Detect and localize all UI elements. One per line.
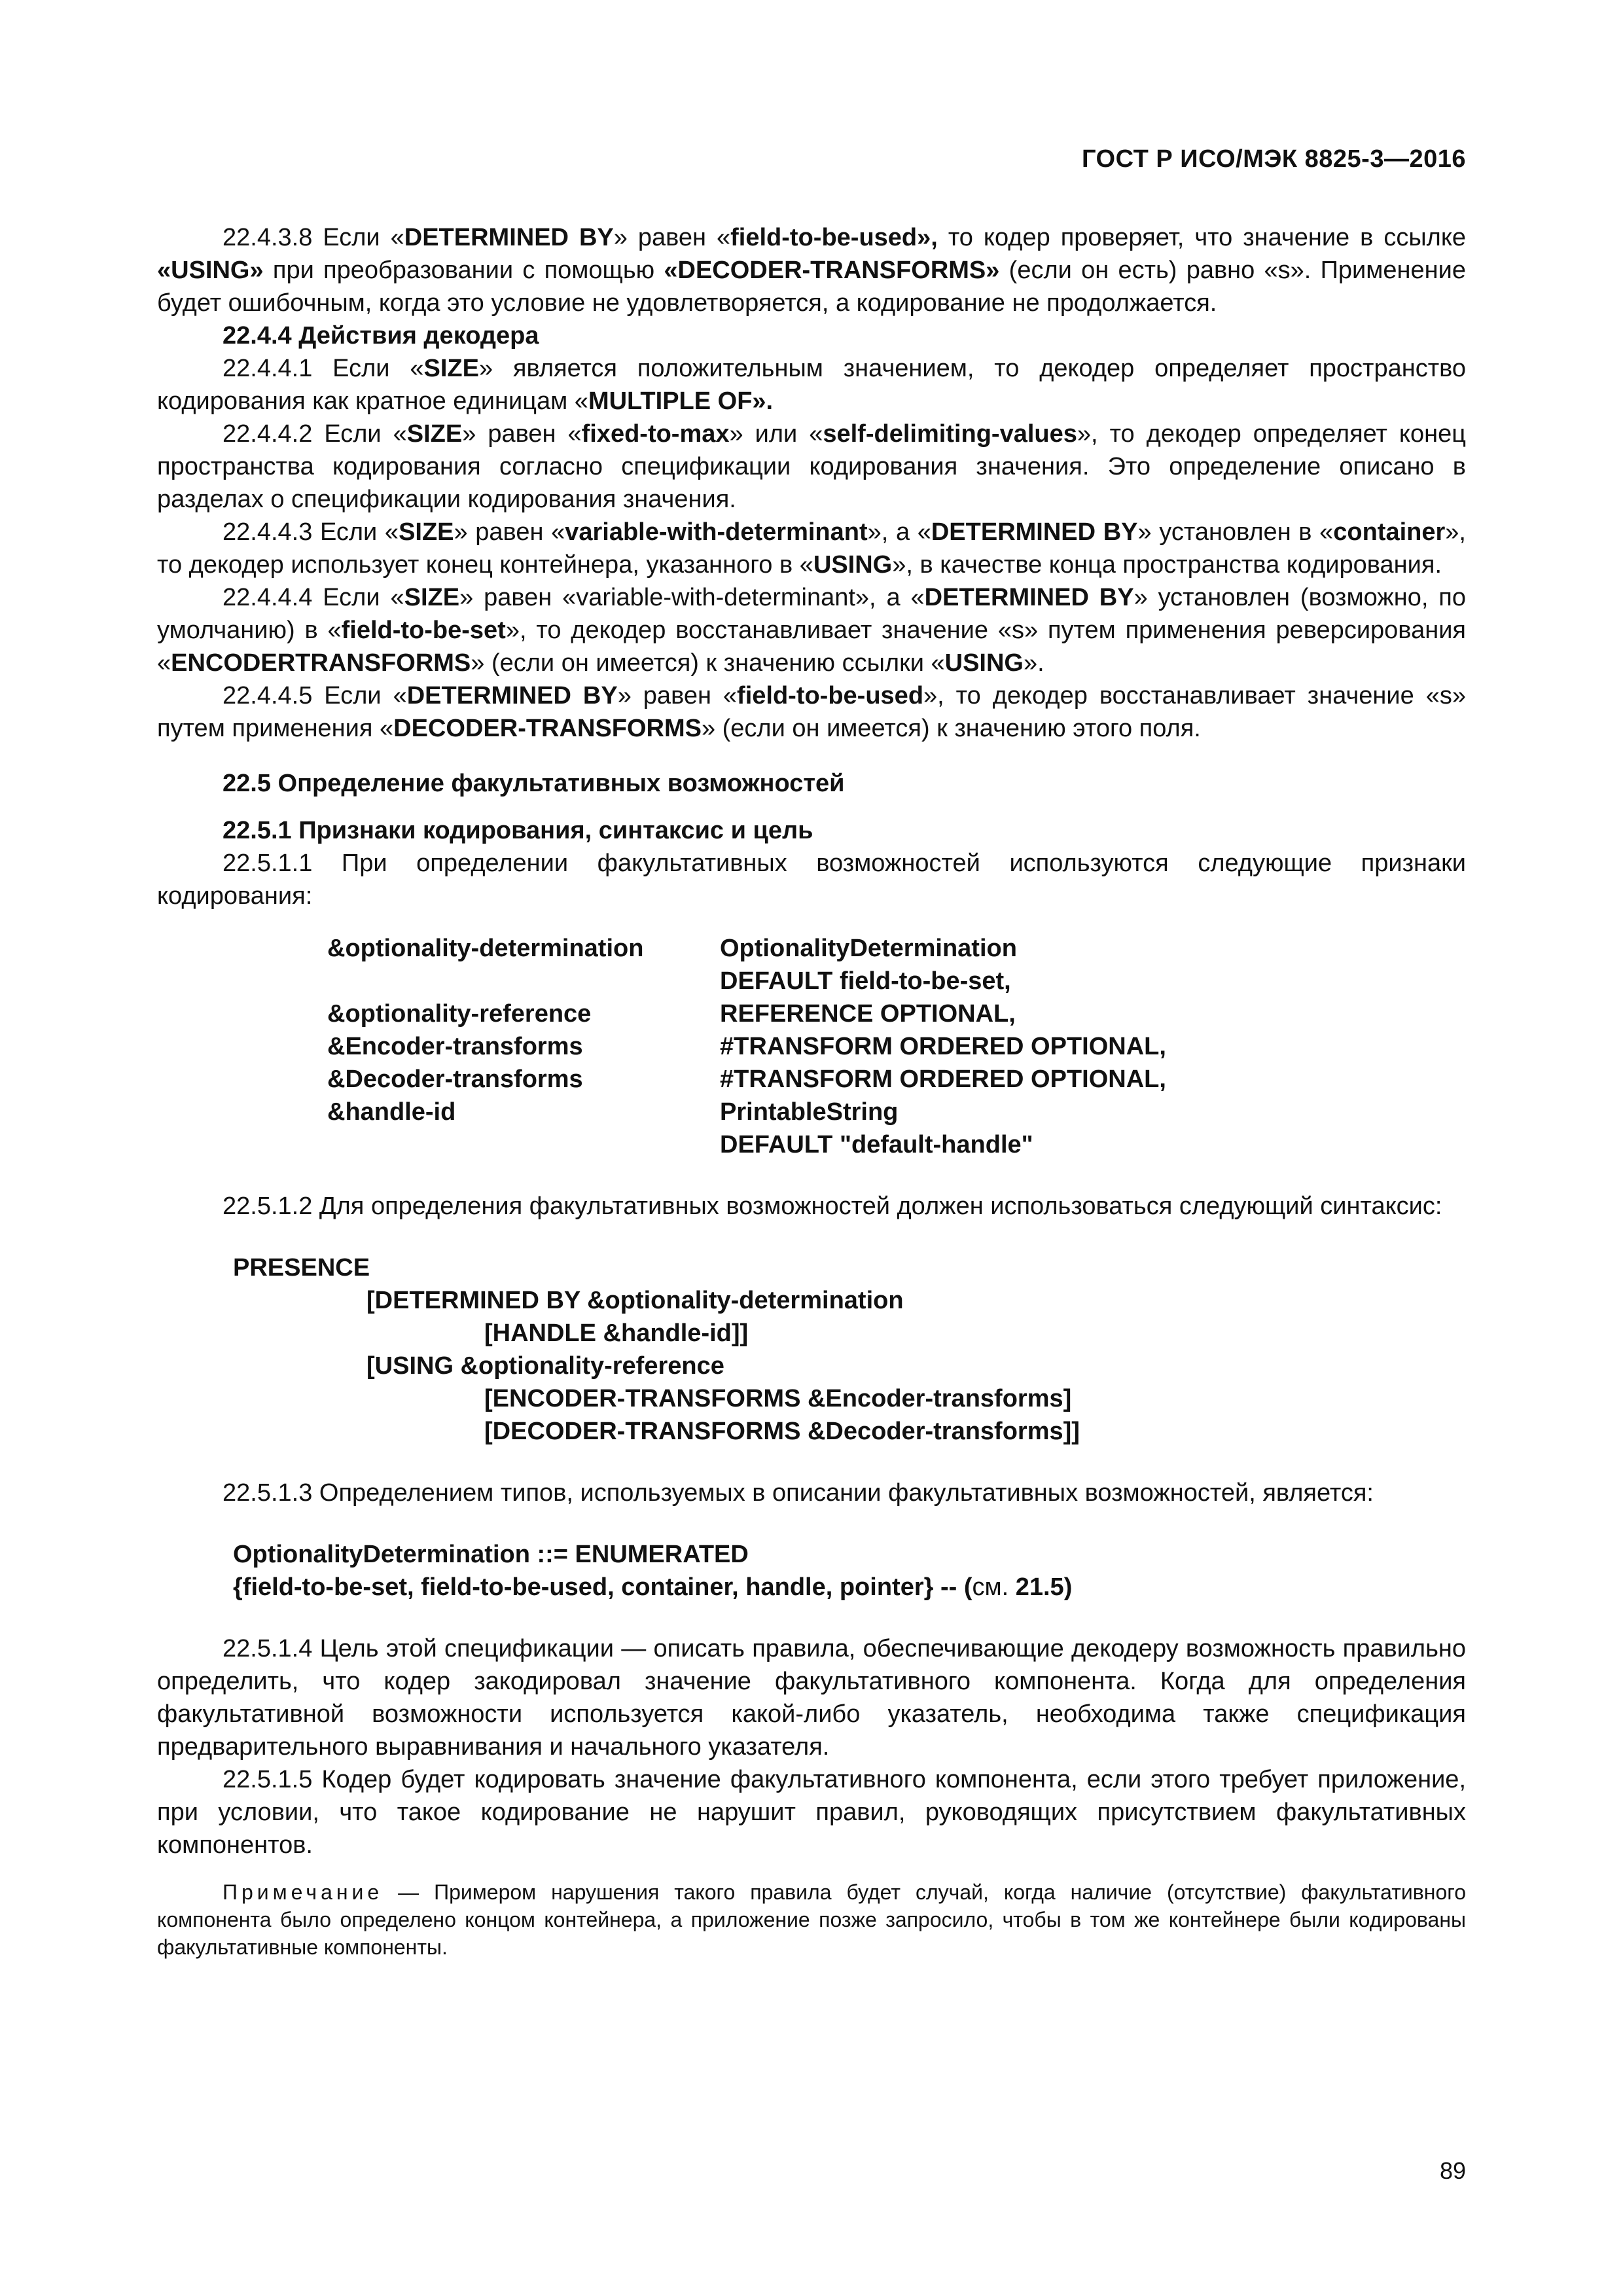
property-name [327, 965, 720, 997]
paragraph-22-4-4-1: 22.4.4.1 Если «SIZE» является положительным значением, то декодер определяет пространство кодирования как кратное единицам «MULTIPLE OF». [157, 355, 1466, 415]
type-definition-line: OptionalityDetermination ::= ENUMERATED [233, 1541, 749, 1568]
page-content [157, 221, 1466, 1961]
syntax-line: [HANDLE &handle-id]] [484, 1319, 749, 1347]
syntax-line: [USING &optionality-reference [366, 1352, 724, 1380]
property-name [327, 1128, 720, 1161]
property-type: PrintableString [720, 1098, 899, 1126]
paragraph-22-4-4-3: 22.4.4.3 Если «SIZE» равен «variable-with-determinant», а «DETERMINED BY» установлен в «container», то декодер использует конец контейнера, указанного в «USING», в качестве конца пространства кодирования. [157, 518, 1466, 579]
paragraph-22-4-4-5: 22.4.4.5 Если «DETERMINED BY» равен «field-to-be-used», то декодер восстанавливает значение «s» путем применения «DECODER-TRANSFORMS» (если он имеется) к значению этого поля. [157, 682, 1466, 742]
table-row [327, 1096, 1466, 1128]
table-row [327, 932, 1466, 965]
paragraph-22-5-1-1: 22.5.1.1 При определении факультативных возможностей используются следующие признаки кодирования: [157, 850, 1466, 910]
syntax-line: [DETERMINED BY &optionality-determination [366, 1287, 904, 1314]
note [157, 1878, 1466, 1961]
standard-header: ГОСТ Р ИСО/МЭК 8825-3—2016 [1082, 145, 1466, 173]
heading-22-5: 22.5 Определение факультативных возможностей [223, 770, 845, 797]
paragraph-22-5-1-2: 22.5.1.2 Для определения факультативных возможностей должен использоваться следующий синтаксис: [223, 1193, 1442, 1220]
property-type: #TRANSFORM ORDERED OPTIONAL, [720, 1066, 1166, 1093]
syntax-line: [DECODER-TRANSFORMS &Decoder-transforms]] [484, 1418, 1080, 1445]
property-type: DEFAULT field-to-be-set, [720, 967, 1011, 995]
property-name: &optionality-reference [327, 1000, 592, 1028]
property-name: &optionality-determination [327, 935, 644, 962]
paragraph-22-4-4-4: 22.4.4.4 Если «SIZE» равен «variable-with-determinant», а «DETERMINED BY» установлен (возможно, по умолчанию) в «field-to-be-set», то декодер восстанавливает значение «s» путем применения реверсирования «ENCODERTRANSFORMS» (если он имеется) к значению ссылки «USING». [157, 584, 1466, 677]
paragraph-22-4-4-2: 22.4.4.2 Если «SIZE» равен «fixed-to-max» или «self-delimiting-values», то декодер определяет конец пространства кодирования согласно спецификации кодирования значения. Это определение описано в разделах о спецификации кодирования значения. [157, 420, 1466, 513]
table-row [327, 1030, 1466, 1063]
syntax-line: [ENCODER-TRANSFORMS &Encoder-transforms] [484, 1385, 1072, 1412]
type-definition-line: {field-to-be-set, field-to-be-used, container, handle, pointer} -- (см. 21.5) [233, 1573, 1073, 1601]
table-row [327, 1063, 1466, 1096]
syntax-block [157, 1251, 1466, 1448]
property-type: OptionalityDetermination [720, 935, 1017, 962]
syntax-line: PRESENCE [233, 1254, 370, 1282]
heading-22-4-4: 22.4.4 Действия декодера [223, 322, 539, 350]
table-row [327, 1128, 1466, 1161]
paragraph-22-5-1-3: 22.5.1.3 Определением типов, используемых в описании факультативных возможностей, является: [223, 1479, 1374, 1507]
paragraph-22-5-1-4: 22.5.1.4 Цель этой спецификации — описать правила, обеспечивающие декодеру возможность правильно определить, что кодер закодировал значение факультативного компонента. Когда для определения факультативной возможности используется какой-либо указатель, необходима также спецификация предварительного выравнивания и начального указателя. [157, 1635, 1466, 1761]
heading-22-5-1: 22.5.1 Признаки кодирования, синтаксис и цель [223, 817, 813, 844]
property-name: &handle-id [327, 1098, 456, 1126]
page-number: 89 [1439, 2157, 1466, 2184]
property-type: DEFAULT "default-handle" [720, 1131, 1033, 1158]
table-row [327, 965, 1466, 997]
paragraph-22-4-3-8: 22.4.3.8 Если «DETERMINED BY» равен «field-to-be-used», то кодер проверяет, что значение в ссылке «USING» при преобразовании с помощью «DECODER-TRANSFORMS» (если он есть) равно «s». Применение будет ошибочным, когда это условие не удовлетворяется, а кодирование не продолжается. [157, 224, 1467, 317]
encoding-properties-table [327, 932, 1466, 1161]
property-name: &Encoder-transforms [327, 1033, 583, 1060]
note-text: — Примером нарушения такого правила будет случай, когда наличие (отсутствие) факультативного компонента было определено концом контейнера, а приложение позже запросило, чтобы в том же контейнере были кодированы факультативные компоненты. [157, 1880, 1466, 1959]
property-type: REFERENCE OPTIONAL, [720, 1000, 1016, 1028]
property-type: #TRANSFORM ORDERED OPTIONAL, [720, 1033, 1166, 1060]
table-row [327, 997, 1466, 1030]
note-label: Примечание [223, 1880, 383, 1904]
property-name: &Decoder-transforms [327, 1066, 583, 1093]
paragraph-22-5-1-5: 22.5.1.5 Кодер будет кодировать значение факультативного компонента, если этого требует приложение, при условии, что такое кодирование не нарушит правил, руководящих присутствием факультативных компонентов. [157, 1766, 1466, 1859]
type-definition [233, 1538, 1466, 1604]
